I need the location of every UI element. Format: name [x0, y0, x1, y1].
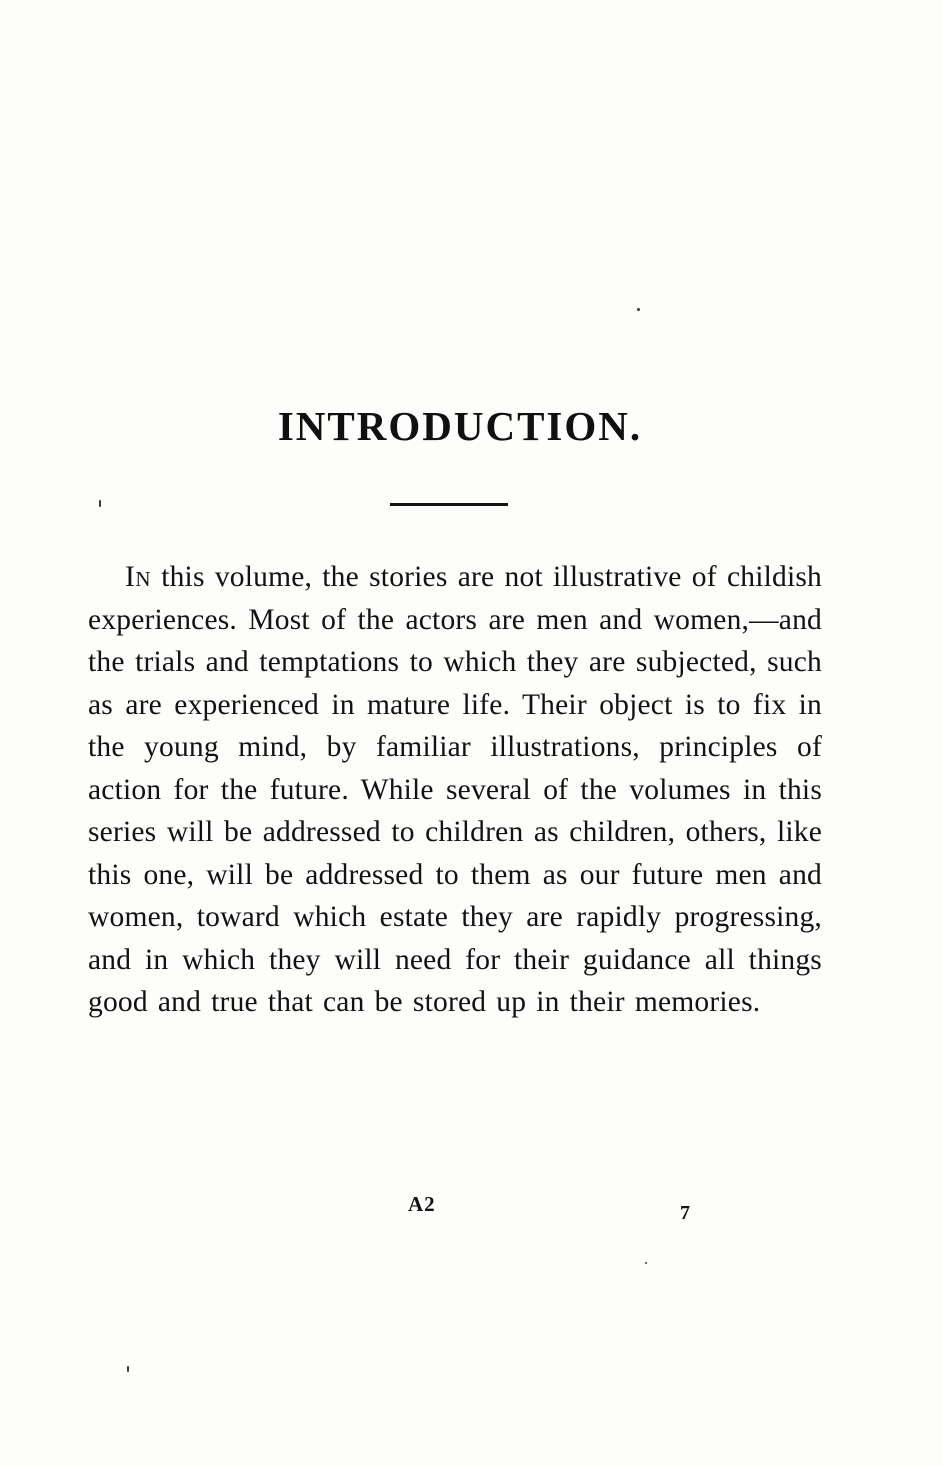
- page-number: 7: [680, 1202, 690, 1224]
- introduction-paragraph: [88, 556, 822, 1024]
- scan-artifact: [99, 500, 101, 507]
- scan-artifact: [127, 1366, 129, 1372]
- scan-artifact: [637, 308, 640, 311]
- divider-rule: [390, 503, 508, 506]
- signature-mark: A2: [408, 1192, 436, 1216]
- paragraph-text: this volume, the stories are not illustrative of childish experiences. Most of the actors are men and women,—and the trials and temptations to which they are subjected, such as are experienced in mature life. Their object is to fix in the young mind, by familiar illustrations, principles of action for the future. While several of the volumes in this series will be addressed to children as children, others, like this one, will be addressed to them as our future men and women, toward which estate they are rapidly progressing, and in which they will need for their guidance all things good and true that can be stored up in their memories.: [88, 561, 822, 1018]
- page-title: INTRODUCTION.: [277, 403, 643, 449]
- lead-word: In: [125, 561, 151, 593]
- scan-artifact: [645, 1262, 647, 1264]
